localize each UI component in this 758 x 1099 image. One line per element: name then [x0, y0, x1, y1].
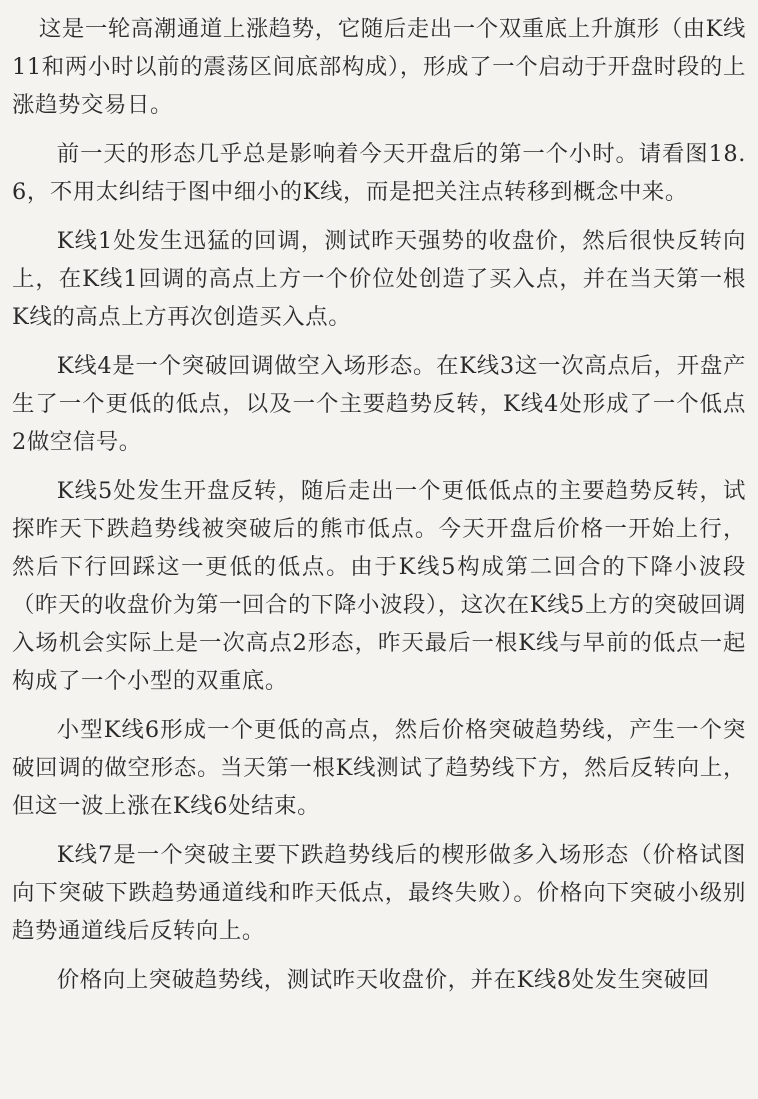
paragraph-2: 前一天的形态几乎总是影响着今天开盘后的第一个小时。请看图18.6，不用太纠结于图中细小的K线，而是把关注点转移到概念中来。	[12, 141, 746, 205]
paragraph-7: K线7是一个突破主要下跌趋势线后的楔形做多入场形态（价格试图向下突破下跌趋势通道线和昨天低点，最终失败）。价格向下突破小级别趋势通道线后反转向上。	[12, 842, 746, 944]
paragraph-3: K线1处发生迅猛的回调，测试昨天强势的收盘价，然后很快反转向上，在K线1回调的高点上方一个价位处创造了买入点，并在当天第一根K线的高点上方再次创造买入点。	[12, 228, 746, 330]
paragraph-5: K线5处发生开盘反转，随后走出一个更低低点的主要趋势反转，试探昨天下跌趋势线被突破后的熊市低点。今天开盘后价格一开始上行，然后下行回踩这一更低的低点。由于K线5构成第二回合的下降小波段（昨天的收盘价为第一回合的下降小波段），这次在K线5上方的突破回调入场机会实际上是一次高点2形态，昨天最后一根K线与早前的低点一起构成了一个小型的双重底。	[12, 478, 746, 694]
paragraph-1: 这是一轮高潮通道上涨趋势，它随后走出一个双重底上升旗形（由K线11和两小时以前的震荡区间底部构成），形成了一个启动于开盘时段的上涨趋势交易日。	[12, 16, 746, 118]
paragraph-4: K线4是一个突破回调做空入场形态。在K线3这一次高点后，开盘产生了一个更低的低点，以及一个主要趋势反转，K线4处形成了一个低点2做空信号。	[12, 353, 746, 455]
paragraph-8: 价格向上突破趋势线，测试昨天收盘价，并在K线8处发生突破回	[56, 967, 710, 993]
body-text	[12, 10, 746, 999]
paragraph-6: 小型K线6形成一个更低的高点，然后价格突破趋势线，产生一个突破回调的做空形态。当天第一根K线测试了趋势线下方，然后反转向上，但这一波上涨在K线6处结束。	[12, 717, 746, 819]
